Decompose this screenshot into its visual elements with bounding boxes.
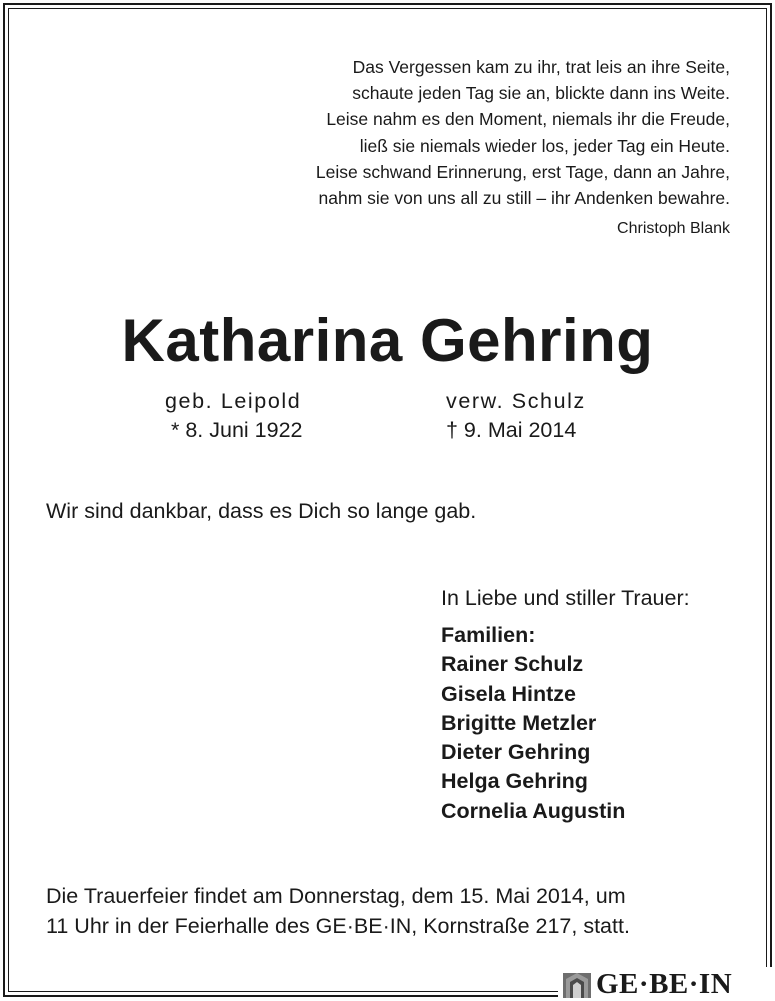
logo-text: GE·BE·IN bbox=[596, 967, 733, 1000]
bio-right bbox=[446, 387, 586, 445]
bio-left bbox=[165, 387, 303, 445]
poem-line: nahm sie von uns all zu still – ihr Andenken bewahre. bbox=[318, 188, 730, 209]
family-list-item: Brigitte Metzler bbox=[441, 710, 597, 735]
poem-line: schaute jeden Tag sie an, blickte dann ins Weite. bbox=[352, 83, 730, 104]
family-list-item: Rainer Schulz bbox=[441, 652, 584, 677]
gebein-logo-icon bbox=[562, 969, 592, 999]
service-line: Die Trauerfeier findet am Donnerstag, dem 15. Mai 2014, um bbox=[46, 884, 626, 908]
birth-date: * 8. Juni 1922 bbox=[171, 418, 303, 442]
family-list-item: Gisela Hintze bbox=[441, 681, 577, 706]
service-line: 11 Uhr in der Feierhalle des GE·BE·IN, Kornstraße 217, statt. bbox=[46, 914, 630, 938]
family-list bbox=[441, 621, 625, 826]
family-list-item: Dieter Gehring bbox=[441, 740, 591, 765]
maiden-name: geb. Leipold bbox=[165, 389, 302, 413]
service-notice bbox=[46, 881, 736, 941]
poem-line: ließ sie niemals wieder los, jeder Tag ein Heute. bbox=[359, 135, 730, 156]
family-list-item: Helga Gehring bbox=[441, 769, 588, 794]
poem-author: Christoph Blank bbox=[617, 220, 730, 237]
family-list-item: Familien: bbox=[441, 623, 536, 647]
gebein-logo bbox=[562, 969, 732, 999]
widowed-name: verw. Schulz bbox=[446, 389, 586, 413]
deceased-name: Katharina Gehring bbox=[121, 307, 654, 374]
family-list-item: Cornelia Augustin bbox=[441, 798, 626, 823]
poem-line: Das Vergessen kam zu ihr, trat leis an ihre Seite, bbox=[352, 57, 730, 77]
death-date: † 9. Mai 2014 bbox=[446, 418, 577, 442]
poem-line: Leise schwand Erinnerung, erst Tage, dann an Jahre, bbox=[315, 161, 730, 182]
poem bbox=[316, 54, 730, 211]
poem-line: Leise nahm es den Moment, niemals ihr die Freude, bbox=[326, 109, 730, 130]
mourning-intro: In Liebe und stiller Trauer: bbox=[441, 586, 690, 610]
gratitude-text: Wir sind dankbar, dass es Dich so lange gab. bbox=[46, 499, 477, 523]
